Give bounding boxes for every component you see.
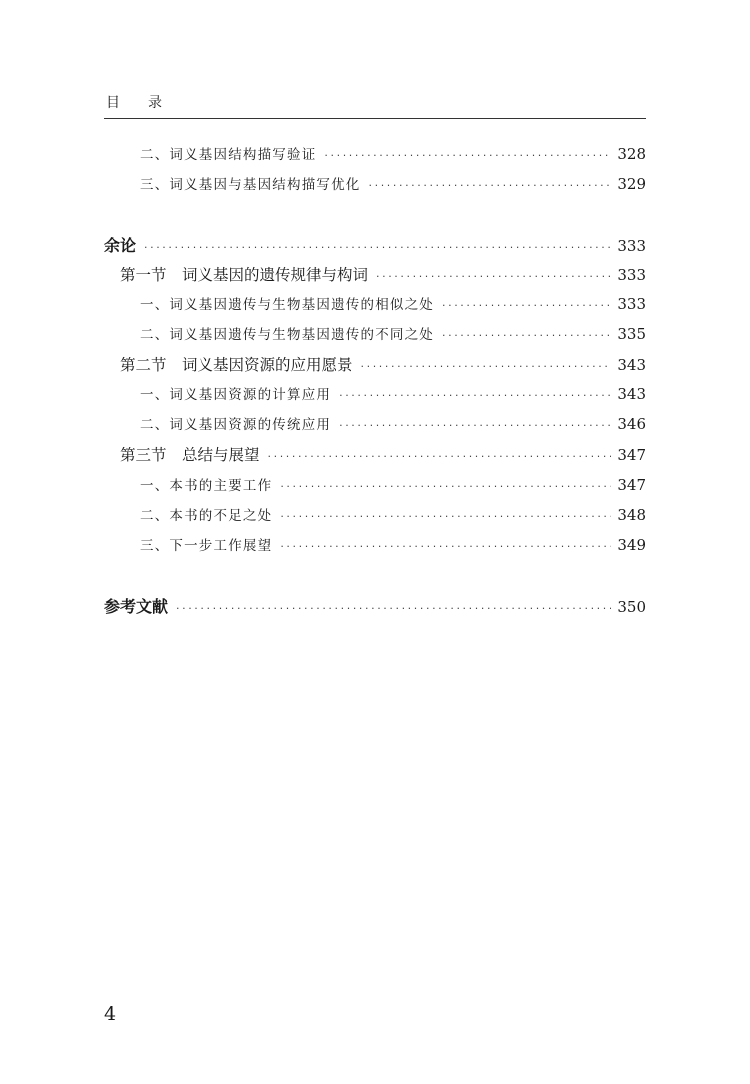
toc-chapter[interactable]	[0, 353, 646, 375]
leader-dots	[268, 450, 612, 463]
toc-entry-page: 335	[617, 325, 646, 343]
leader-dots	[280, 540, 611, 553]
toc-entry-label: 三、下一步工作展望	[140, 538, 273, 554]
toc-entry-label: 一、本书的主要工作	[140, 478, 273, 494]
running-header	[104, 92, 646, 119]
leader-dots	[361, 360, 612, 373]
toc-entry[interactable]	[0, 143, 646, 165]
toc-entry-page: 348	[617, 506, 646, 524]
leader-dots	[442, 329, 611, 342]
toc-entry[interactable]	[0, 474, 646, 496]
toc-entry-label: 一、词义基因遗传与生物基因遗传的相似之处	[140, 297, 434, 313]
toc-chapter[interactable]	[0, 263, 646, 285]
leader-dots	[280, 510, 611, 523]
toc-entry[interactable]	[0, 413, 646, 435]
toc-entry[interactable]	[0, 534, 646, 556]
toc-entry-page: 343	[617, 385, 646, 403]
leader-dots	[339, 419, 611, 432]
toc-section-page: 333	[617, 237, 646, 255]
leader-dots	[442, 299, 611, 312]
toc-entry-label: 二、词义基因结构描写验证	[140, 147, 317, 163]
toc-section-page: 350	[617, 598, 646, 616]
toc-section-label: 余论	[104, 236, 137, 255]
toc-entry-label: 二、词义基因遗传与生物基因遗传的不同之处	[140, 327, 434, 343]
toc-entry[interactable]	[0, 293, 646, 315]
toc-entry[interactable]	[0, 323, 646, 345]
page-number: 4	[104, 1003, 117, 1025]
toc-entry-label: 三、词义基因与基因结构描写优化	[140, 177, 361, 193]
toc-entry[interactable]	[0, 173, 646, 195]
toc-chapter-page: 333	[617, 266, 646, 284]
toc-entry-page: 347	[617, 476, 646, 494]
header-title: 目录	[106, 95, 190, 111]
toc-chapter-page: 343	[617, 356, 646, 374]
toc-chapter-page: 347	[617, 446, 646, 464]
toc-entry-label: 二、词义基因资源的传统应用	[140, 417, 332, 433]
leader-dots	[324, 149, 611, 162]
toc-entry-label: 一、词义基因资源的计算应用	[140, 387, 332, 403]
leader-dots	[376, 270, 611, 283]
toc-entry-page: 349	[617, 536, 646, 554]
toc-chapter-label: 第二节 词义基因资源的应用愿景	[120, 356, 353, 374]
toc-chapter-label: 第一节 词义基因的遗传规律与构词	[120, 266, 369, 284]
toc-section-label: 参考文献	[104, 597, 169, 616]
leader-dots	[176, 602, 611, 615]
toc-entry-page: 329	[617, 175, 646, 193]
toc-entry[interactable]	[0, 383, 646, 405]
toc-section[interactable]	[0, 594, 646, 616]
toc-entry-page: 346	[617, 415, 646, 433]
toc-chapter-label: 第三节 总结与展望	[120, 446, 260, 464]
leader-dots	[369, 179, 612, 192]
leader-dots	[339, 389, 611, 402]
leader-dots	[144, 241, 611, 254]
toc-entry-page: 333	[617, 295, 646, 313]
toc-entry-page: 328	[617, 145, 646, 163]
toc-section[interactable]	[0, 233, 646, 255]
leader-dots	[280, 480, 611, 493]
toc-entry-label: 二、本书的不足之处	[140, 508, 273, 524]
toc-entry[interactable]	[0, 504, 646, 526]
toc-chapter[interactable]	[0, 443, 646, 465]
